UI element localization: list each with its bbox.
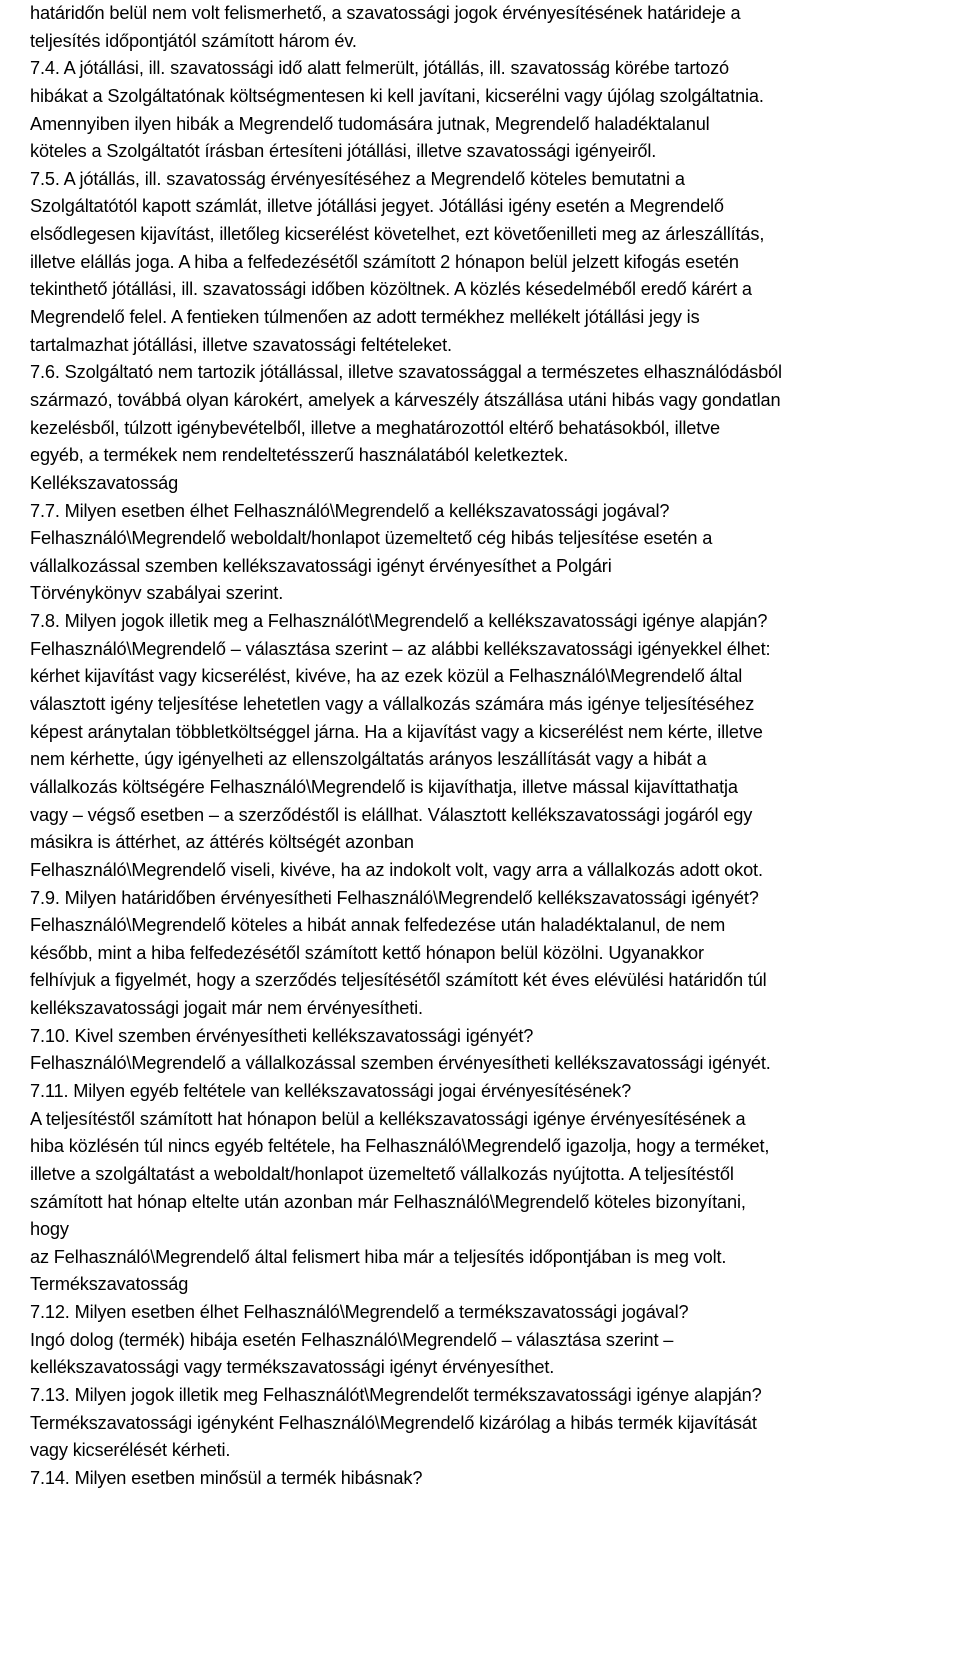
- text-line: Felhasználó\Megrendelő a vállalkozással szemben érvényesítheti kellékszavatossági igényét.: [30, 1053, 771, 1074]
- text-line: Felhasználó\Megrendelő – választása szerint – az alábbi kellékszavatossági igényekkel élhet:: [30, 638, 771, 659]
- text-line: 7.6. Szolgáltató nem tartozik jótállással, illetve szavatossággal a természetes elhasználódásból: [30, 362, 782, 383]
- text-line: 7.8. Milyen jogok illetik meg a Felhasználót\Megrendelő a kellékszavatossági igénye alapján?: [30, 611, 768, 632]
- text-line: Termékszavatossági igényként Felhasználó\Megrendelő kizárólag a hibás termék kijavítását: [30, 1412, 757, 1433]
- text-line: vállalkozással szemben kellékszavatossági igényt érvényesíthet a Polgári: [30, 555, 612, 576]
- text-line: 7.14. Milyen esetben minősül a termék hibásnak?: [30, 1467, 423, 1488]
- text-line: másikra is áttérhet, az áttérés költségét azonban: [30, 832, 414, 853]
- text-line: vállalkozás költségére Felhasználó\Megrendelő is kijavíthatja, illetve mással kijavíttathatja: [30, 776, 738, 797]
- text-line: képest aránytalan többletköltséggel járna. Ha a kijavítást vagy a kicserélést nem kérte, illetve: [30, 721, 763, 742]
- text-line: kezelésből, túlzott igénybevételből, illetve a meghatározottól eltérő behatásokból, illetve: [30, 417, 721, 438]
- text-line: Törvénykönyv szabályai szerint.: [30, 583, 284, 604]
- text-line: A teljesítéstől számított hat hónapon belül a kellékszavatossági igénye érvényesítésének a: [30, 1108, 746, 1129]
- text-line: hibákat a Szolgáltatónak költségmentesen ki kell javítani, kicserélni vagy újólag szolgáltatnia.: [30, 85, 764, 106]
- text-line: Felhasználó\Megrendelő viseli, kivéve, ha az indokolt volt, vagy arra a vállalkozás adott okot.: [30, 859, 763, 880]
- text-line: 7.11. Milyen egyéb feltétele van kellékszavatossági jogai érvényesítésének?: [30, 1080, 632, 1101]
- text-line: vagy – végső esetben – a szerződéstől is elállhat. Választott kellékszavatossági jogáról egy: [30, 804, 753, 825]
- text-line: elsődlegesen kijavítást, illetőleg kicserélést követelhet, ezt követőenilleti meg az árleszállítás,: [30, 224, 765, 245]
- text-line: Amennyiben ilyen hibák a Megrendelő tudomására jutnak, Megrendelő haladéktalanul: [30, 113, 710, 134]
- text-line: tartalmazhat jótállási, illetve szavatossági feltételeket.: [30, 334, 452, 355]
- text-line: később, mint a hiba felfedezésétől számított kettő hónapon belül közölni. Ugyanakkor: [30, 942, 704, 963]
- text-line: Kellékszavatosság: [30, 472, 179, 493]
- text-line: határidőn belül nem volt felismerhető, a szavatossági jogok érvényesítésének határideje a: [30, 3, 741, 23]
- text-line: kérhet kijavítást vagy kicserélést, kivéve, ha az ezek közül a Felhasználó\Megrendelő által: [30, 666, 743, 687]
- text-line: illetve elállás joga. A hiba a felfedezésétől számított 2 hónapon belül jelzett kifogás esetén: [30, 251, 739, 272]
- text-line: 7.4. A jótállási, ill. szavatossági idő alatt felmerült, jótállás, ill. szavatosság körébe tartozó: [30, 58, 730, 79]
- text-line: teljesítés időpontjától számított három év.: [30, 30, 357, 51]
- text-line: választott igény teljesítése lehetetlen vagy a vállalkozás számára más igénye teljesítéséhez: [30, 694, 755, 715]
- text-line: hogy: [30, 1219, 69, 1240]
- text-line: származó, továbbá olyan károkért, amelyek a kárveszély átszállása utáni hibás vagy gondatlan: [30, 389, 781, 410]
- text-line: hiba közlésén túl nincs egyéb feltétele, ha Felhasználó\Megrendelő igazolja, hogy a terméket,: [30, 1136, 770, 1157]
- text-line: nem kérhette, úgy igényelheti az ellenszolgáltatás arányos leszállítását vagy a hibát a: [30, 749, 707, 770]
- text-line: 7.5. A jótállás, ill. szavatosság érvényesítéséhez a Megrendelő köteles bemutatni a: [30, 168, 685, 189]
- text-line: az Felhasználó\Megrendelő által felismert hiba már a teljesítés időpontjában is meg volt.: [30, 1246, 727, 1267]
- text-line: 7.10. Kivel szemben érvényesítheti kellékszavatossági igényét?: [30, 1025, 534, 1046]
- text-line: kellékszavatossági vagy termékszavatossági igényt érvényesíthet.: [30, 1357, 555, 1378]
- text-line: illetve a szolgáltatást a weboldalt/honlapot üzemeltető vállalkozás nyújtotta. A teljesítéstől: [30, 1163, 734, 1184]
- text-line: 7.13. Milyen jogok illetik meg Felhasználót\Megrendelőt termékszavatossági igénye alapján?: [30, 1385, 762, 1406]
- text-line: tekinthető jótállási, ill. szavatossági időben közöltnek. A közlés késedelméből eredő kárért a: [30, 279, 752, 300]
- text-line: egyéb, a termékek nem rendeltetésszerű használatából keletkeztek.: [30, 445, 569, 466]
- text-line: köteles a Szolgáltatót írásban értesíteni jótállási, illetve szavatossági igényeiről.: [30, 141, 657, 162]
- text-line: Ingó dolog (termék) hibája esetén Felhasználó\Megrendelő – választása szerint –: [30, 1329, 674, 1350]
- text-line: Felhasználó\Megrendelő köteles a hibát annak felfedezése után haladéktalanul, de nem: [30, 915, 726, 936]
- text-line: Szolgáltatótól kapott számlát, illetve jótállási jegyet. Jótállási igény esetén a Megrendelő: [30, 196, 724, 217]
- text-line: 7.7. Milyen esetben élhet Felhasználó\Megrendelő a kellékszavatossági jogával?: [30, 500, 670, 521]
- text-line: vagy kicserélését kérheti.: [30, 1440, 231, 1461]
- document-body: [30, 0, 930, 1493]
- text-line: felhívjuk a figyelmét, hogy a szerződés teljesítésétől számított két éves elévülési határidőn túl: [30, 970, 767, 991]
- text-line: Termékszavatosság: [30, 1274, 189, 1295]
- text-line: Megrendelő felel. A fentieken túlmenően az adott termékhez mellékelt jótállási jegy is: [30, 307, 700, 328]
- text-line: 7.9. Milyen határidőben érvényesítheti Felhasználó\Megrendelő kellékszavatossági igényét?: [30, 887, 759, 908]
- text-line: számított hat hónap eltelte után azonban már Felhasználó\Megrendelő köteles bizonyítani,: [30, 1191, 746, 1212]
- text-line: 7.12. Milyen esetben élhet Felhasználó\Megrendelő a termékszavatossági jogával?: [30, 1302, 689, 1323]
- text-line: kellékszavatossági jogait már nem érvényesítheti.: [30, 998, 423, 1019]
- text-line: Felhasználó\Megrendelő weboldalt/honlapot üzemeltető cég hibás teljesítése esetén a: [30, 528, 713, 549]
